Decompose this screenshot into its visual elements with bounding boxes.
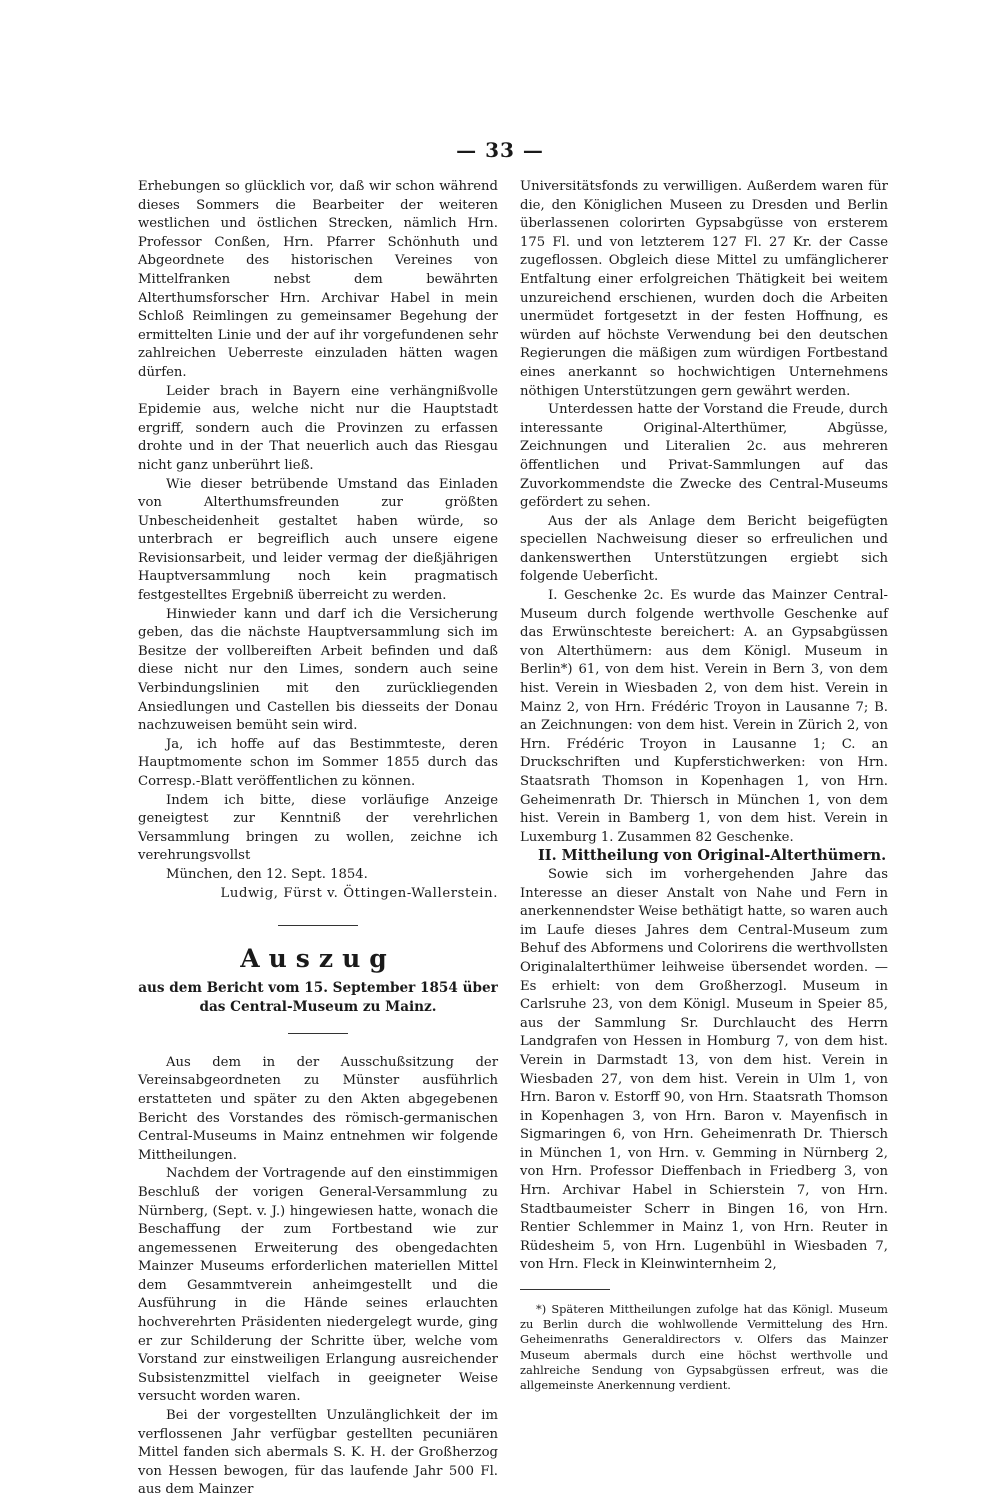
paragraph: Sowie sich im vorhergehenden Jahre das Interesse an dieser Anstalt von Nahe und Fern in anerkennendster Weise bethätigt hatte, so waren auch im Laufe dieses Jahres dem Central-Museum zum Behuf des Abformens und Colorirens die werthvollsten Originalalterthümer leihweise übersendet worden. — Es erhielt: von dem Großherzogl. Museum in Carlsruhe 23, von dem Königl. Museum in Speier 85, aus der Sammlung Sr. Durchlaucht des Herrn Landgrafen von Hessen in Homburg 7, von dem hist. Verein in Darmstadt 13, von dem hist. Verein in Wiesbaden 27, von dem hist. Verein in Ulm 1, von Hrn. Baron v. Estorff 90, von Hrn. Staatsrath Thomson in Kopenhagen 3, von Hrn. Baron v. Mayenfisch in Sigmaringen 6, von Hrn. Geheimenrath Dr. Thiersch in München 1, von Hrn. v. Gemming in Nürnberg 2, von Hrn. Professor Dieffenbach in Friedberg 3, von Hrn. Archivar Habel in Schierstein 7, von Hrn. Stadtbaumeister Scherr in Bingen 16, von Hrn. Rentier Schlemmer in Mainz 1, von Hrn. Reuter in Rüdesheim 5, von Hrn. Lugenbühl in Wiesbaden 7, von Hrn. Fleck in Kleinwinternheim 2, [520, 866, 888, 1273]
paragraph: Nachdem der Vortragende auf den einstimmigen Beschluß der vorigen General-Versammlung zu Nürnberg, (Sept. v. J.) hingewiesen hatte, wonach die Beschaffung der zum Fortbestand wie zur angemessenen Erweiterung des obengedachten Mainzer Museums erforderlichen materiellen Mittel dem Gesammtverein anheimgestellt und die Ausführung in die Hände seines erlauchten hochverehrten Präsidenten niedergelegt wurde, ging er zur Schilderung der Schritte über, welche vom Vorstand zur einstweiligen Erlangung ausreichender Subsistenzmittel vielfach in geeigneter Weise versucht worden waren. [138, 1166, 498, 1405]
signature-date: München, den 12. Sept. 1854. [166, 866, 368, 882]
page-number: — 33 — [456, 138, 544, 162]
left-column [138, 178, 498, 1500]
paragraph: Aus dem in der Ausschußsitzung der Vereinsabgeordneten zu Münster ausführlich erstatteten und später zu den Akten abgegebenen Bericht des Vorstandes des römisch-germanischen Central-Museums in Mainz entnehmen wir folgende Mittheilungen. [138, 1054, 498, 1163]
paragraph: Leider brach in Bayern eine verhängnißvolle Epidemie aus, welche nicht nur die Hauptstadt ergriff, sondern auch die Provinzen zu erfassen drohte und in der That neuerlich auch das Riesgau nicht ganz unberührt ließ. [138, 383, 498, 473]
subtitle-divider [288, 1033, 348, 1034]
paragraph: I. Geschenke 2c. Es wurde das Mainzer Central-Museum durch folgende werthvolle Geschenke auf das Erwünschteste bereichert: A. an Gypsabgüssen von Alterthümern: aus dem Königl. Museum in Berlin*) 61, von dem hist. Verein in Bern 3, von dem hist. Verein in Wiesbaden 2, von dem hist. Verein in Mainz 2, von Hrn. Frédéric Troyon in Lausanne 7; B. an Zeichnungen: von dem hist. Verein in Zürich 2, von Hrn. Frédéric Troyon in Lausanne 1; C. an Druckschriften und Kupferstichwerken: von Hrn. Staatsrath Thomson in Kopenhagen 1, von Hrn. Geheimenrath Dr. Thiersch in München 1, von dem hist. Verein in Bamberg 1, von dem hist. Verein in Luxemburg 1. Zusammen 82 Geschenke. [520, 588, 888, 845]
paragraph: Universitätsfonds zu verwilligen. Außerdem waren für die, den Königlichen Museen zu Dresden und Berlin überlassenen colorirten Gypsabgüsse von ersterem 175 Fl. und von letzterem 127 Fl. 27 Kr. der Casse zugeflossen. Obgleich diese Mittel zu umfänglicherer Entfaltung einer erfolgreichen Thätigkeit bei weitem unzureichend erschienen, wurden doch die Arbeiten unermüdet fortgesetzt in der festen Hoffnung, es würden auf höchste Verwendung bei den deutschen Regierungen die mäßigen zum würdigen Fortbestand eines anerkannt so hochwichtigen Unternehmens nöthigen Unterstützungen gern gewährt werden. [520, 179, 888, 399]
section-heading: II. Mittheilung von Original-Alterthümern. [538, 847, 887, 865]
signature-name: Ludwig, Fürst v. Öttingen-Wallerstein. [220, 885, 498, 901]
section-subtitle: aus dem Bericht vom 15. September 1854 über das Central-Museum zu Mainz. [138, 979, 498, 1015]
paragraph: Aus der als Anlage dem Bericht beigefügten speciellen Nachweisung dieser so erfreulichen und dankenswerthen Unterstützungen ergiebt sich folgende Ueberſicht. [520, 513, 888, 585]
right-column [520, 178, 888, 1393]
footnote: *) Späteren Mittheilungen zufolge hat das Königl. Museum zu Berlin durch die wohlwollende Vermittelung des Hrn. Geheimenraths Generaldirectors v. Olfers das Mainzer Museum abermals durch eine höchst werthvolle und zahlreiche Sendung von Gypsabgüssen erfreut, was die allgemeinste Anerkennung verdient. [520, 1302, 888, 1393]
paragraph: Wie dieser betrübende Umstand das Einladen von Alterthumsfreunden zur größten Unbescheidenheit gestaltet haben würde, so unterbrach er begreiflich auch unsere eigene Revisionsarbeit, und leider vermag der dießjährigen Hauptversammlung noch kein pragmatisch festgestelltes Ergebniß überreicht zu werden. [138, 476, 498, 604]
section-title: Auszug [240, 944, 396, 974]
paragraph: Ja, ich hoffe auf das Bestimmteste, deren Hauptmomente schon im Sommer 1855 durch das Corresp.-Blatt veröffentlichen zu können. [138, 736, 498, 789]
footnote-divider [520, 1289, 610, 1290]
paragraph: Indem ich bitte, diese vorläufige Anzeige geneigtest zur Kenntniß der verehrlichen Versammlung bringen zu wollen, zeichne ich verehrungsvollst [138, 792, 498, 864]
paragraph: Unterdessen hatte der Vorstand die Freude, durch interessante Original-Alterthümer, Abgüsse, Zeichnungen und Literalien 2c. aus mehreren öffentlichen und Privat-Sammlungen auf das Zuvorkommendste die Zwecke des Central-Museums gefördert zu sehen. [520, 402, 888, 511]
paragraph: Hinwieder kann und darf ich die Versicherung geben, das die nächste Hauptversammlung sich im Besitze der vollbereiften Arbeit befinden und daß diese nicht nur den Limes, sondern auch seine Verbindungslinien mit den zurückliegenden Ansiedlungen und Castellen bis diesseits der Donau nachzuweisen bemüht sein wird. [138, 606, 498, 734]
paragraph: Erhebungen so glücklich vor, daß wir schon während dieses Sommers die Bearbeiter der weiteren westlichen und östlichen Strecken, nämlich Hrn. Professor Conßen, Hrn. Pfarrer Schönhuth und Abgeordnete des historischen Vereines von Mittelfranken nebst dem bewährten Alterthumsforscher Hrn. Archivar Habel in mein Schloß Reimlingen zu gemeinsamer Begehung der ermittelten Linie und der auf ihr vorgefundenen sehr zahlreichen Ueberreste einzuladen hätten wagen dürfen. [138, 179, 498, 380]
section-divider [278, 925, 358, 926]
paragraph: Bei der vorgestellten Unzulänglichkeit der im verflossenen Jahr verfügbar gestellten pecuniären Mittel fanden sich abermals S. K. H. der Großherzog von Hessen bewogen, für das laufende Jahr 500 Fl. aus dem Mainzer [138, 1408, 498, 1498]
